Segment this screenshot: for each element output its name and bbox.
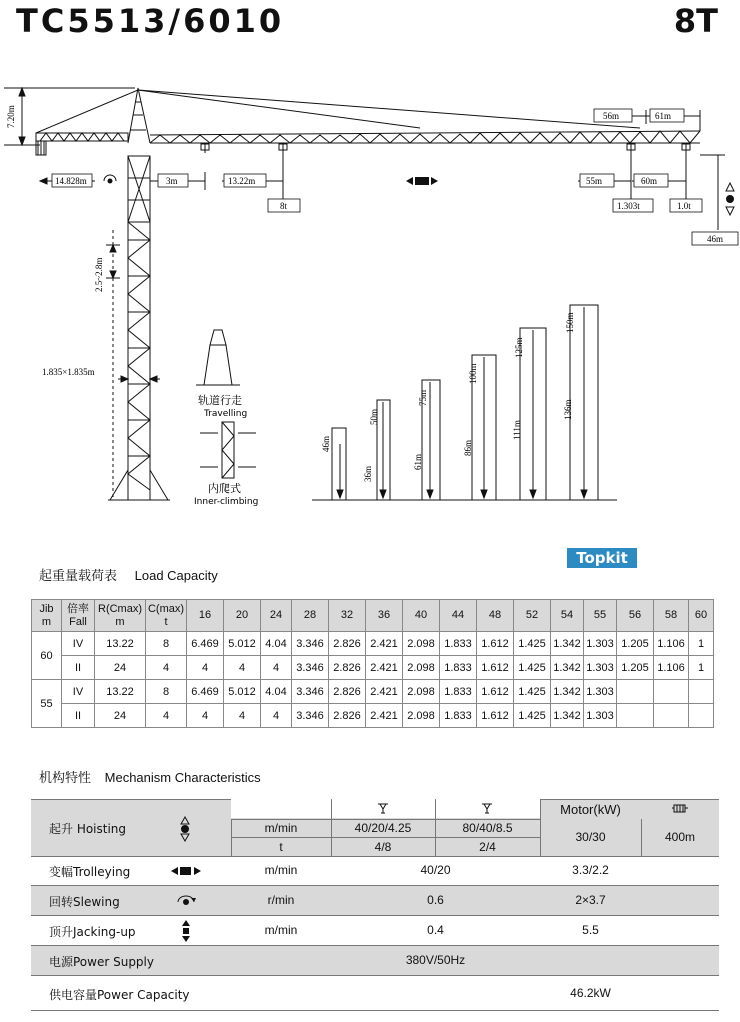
radius-20: 20 [224, 600, 261, 632]
power-capacity-label: 供电容量Power Capacity [49, 988, 190, 1002]
value-cell [689, 680, 714, 704]
jacking-label: 顶升Jacking-up [49, 925, 136, 939]
value-cell: 1.833 [440, 680, 477, 704]
jacking-motor: 5.5 [582, 923, 599, 937]
r55-label: 55m [586, 176, 603, 186]
travelling-cn-label: 轨道行走 [198, 394, 242, 407]
mechanism-title [39, 767, 261, 786]
hook-icon [376, 801, 390, 815]
value-cell: 6.469 [187, 680, 224, 704]
value-cell: 2.826 [329, 656, 366, 680]
h111-label: 111m [512, 420, 522, 440]
load-8t-label: 8t [280, 201, 288, 211]
value-cell [617, 680, 654, 704]
power-capacity-value: 46.2kW [570, 986, 611, 1000]
h36-label: 36m [363, 465, 373, 482]
fall-cell: II [62, 656, 95, 680]
hoisting-label: 起升 Hoisting [49, 822, 127, 836]
value-cell [617, 704, 654, 728]
value-cell: 2.421 [366, 680, 403, 704]
radius-32: 32 [329, 600, 366, 632]
value-cell: 1.106 [654, 632, 689, 656]
mechanism-title-cn: 机构特性 [39, 771, 92, 786]
value-cell: 3.346 [292, 680, 329, 704]
trolleying-motor: 3.3/2.2 [572, 863, 609, 877]
hook-icon [480, 801, 494, 815]
value-cell: 4 [261, 656, 292, 680]
cable-drum-icon [671, 803, 689, 815]
radius-40: 40 [403, 600, 440, 632]
radius-24: 24 [261, 600, 292, 632]
value-cell: 1.612 [477, 704, 514, 728]
value-cell: 1.425 [514, 680, 551, 704]
mechanism-title-en: Mechanism Characteristics [104, 770, 261, 785]
value-cell: 2.421 [366, 632, 403, 656]
c-header: C(max) t [146, 600, 187, 632]
value-cell: 1.205 [617, 656, 654, 680]
jacking-unit: m/min [264, 923, 298, 937]
radius-44: 44 [440, 600, 477, 632]
model-title: TC5513/6010 [16, 2, 285, 40]
value-cell: 2.826 [329, 632, 366, 656]
min-radius-label: 3m [166, 176, 178, 186]
capacity-title: 8T [673, 2, 718, 40]
trolley-icon [171, 866, 201, 876]
value-cell: 1.106 [654, 656, 689, 680]
value-cell: 1.425 [514, 704, 551, 728]
table-row [32, 680, 714, 704]
slewing-value: 0.6 [427, 893, 444, 907]
value-cell [689, 704, 714, 728]
topkit-logo: Topkit [567, 548, 637, 568]
power-capacity-row [31, 976, 719, 1011]
jacking-icon [181, 920, 191, 942]
value-cell: 1.303 [584, 656, 617, 680]
value-cell: 4 [224, 656, 261, 680]
h50-label: 50m [369, 408, 379, 425]
c-cell: 4 [146, 704, 187, 728]
h125-label: 125m [514, 337, 524, 358]
slewing-row [31, 886, 719, 916]
value-cell: 3.346 [292, 632, 329, 656]
load-capacity-title-cn: 起重量载荷表 [39, 569, 118, 584]
load-capacity-title-en: Load Capacity [134, 568, 218, 583]
load-10-label: 1.0t [677, 201, 691, 211]
value-cell: 4.04 [261, 680, 292, 704]
r56-label: 56m [603, 111, 620, 121]
table-row [32, 656, 714, 680]
value-cell: 4 [261, 704, 292, 728]
value-cell: 1 [689, 656, 714, 680]
jib-header: Jib m [32, 600, 62, 632]
h100-label: 100m [468, 363, 478, 384]
value-cell: 2.826 [329, 704, 366, 728]
hoisting-b-load: 2/4 [479, 840, 496, 854]
value-cell: 1.612 [477, 656, 514, 680]
radius-55: 55 [584, 600, 617, 632]
max-radius-label: 13.22m [228, 176, 256, 186]
h75-label: 75m [418, 389, 428, 406]
value-cell: 2.098 [403, 632, 440, 656]
motor-header: Motor(kW) [560, 802, 621, 817]
radius-28: 28 [292, 600, 329, 632]
value-cell [654, 680, 689, 704]
load-capacity-title [39, 565, 218, 584]
c-cell: 8 [146, 632, 187, 656]
value-cell [654, 704, 689, 728]
trolleying-label: 变幅Trolleying [49, 865, 131, 879]
c-cell: 4 [146, 656, 187, 680]
jib-60-cell: 60 [32, 632, 62, 680]
value-cell: 6.469 [187, 632, 224, 656]
travelling-en-label: Travelling [204, 409, 248, 419]
h61-label: 61m [413, 453, 423, 470]
fall-cell: IV [62, 632, 95, 656]
slewing-icon [104, 175, 116, 184]
hoist-arrow-icon [726, 183, 734, 215]
slewing-motor: 2×3.7 [575, 893, 606, 907]
load-1303-label: 1.303t [617, 201, 640, 211]
value-cell: 2.098 [403, 704, 440, 728]
trolleying-row [31, 856, 719, 886]
climb-step-label: 2.5~2.8m [94, 257, 104, 292]
height-label: 7.20m [6, 105, 16, 128]
jacking-row [31, 916, 719, 946]
r-header: R(Cmax) m [95, 600, 146, 632]
trolleying-unit: m/min [264, 863, 298, 877]
value-cell: 2.098 [403, 680, 440, 704]
power-supply-label: 电源Power Supply [49, 955, 154, 969]
value-cell: 1.342 [551, 704, 584, 728]
h86-label: 86m [463, 439, 473, 456]
fall-cell: IV [62, 680, 95, 704]
radius-54: 54 [551, 600, 584, 632]
hoisting-unit-load: t [279, 840, 283, 854]
slewing-icon [175, 893, 197, 909]
r60-label: 60m [641, 176, 658, 186]
value-cell: 2.421 [366, 704, 403, 728]
power-supply-value: 380V/50Hz [405, 953, 466, 967]
value-cell: 1.342 [551, 680, 584, 704]
value-cell: 1.612 [477, 632, 514, 656]
h136-label: 136m [563, 399, 573, 420]
table-header-row [32, 600, 714, 632]
value-cell: 5.012 [224, 632, 261, 656]
hoisting-a-speed: 40/20/4.25 [354, 821, 412, 835]
value-cell: 4 [187, 656, 224, 680]
value-cell: 5.012 [224, 680, 261, 704]
section-label: 1.835×1.835m [42, 367, 95, 377]
inner-en-label: Inner-climbing [194, 497, 259, 507]
value-cell: 1.833 [440, 704, 477, 728]
radius-16: 16 [187, 600, 224, 632]
value-cell: 4 [224, 704, 261, 728]
value-cell: 1.303 [584, 680, 617, 704]
value-cell: 1.303 [584, 632, 617, 656]
value-cell: 1.342 [551, 656, 584, 680]
value-cell: 1.425 [514, 656, 551, 680]
radius-36: 36 [366, 600, 403, 632]
trolley-arrow-icon [406, 177, 438, 185]
value-cell: 1.833 [440, 656, 477, 680]
hoisting-b-speed: 80/40/8.5 [462, 821, 513, 835]
value-cell: 2.826 [329, 680, 366, 704]
hoisting-rope: 400m [664, 830, 696, 844]
value-cell: 4 [187, 704, 224, 728]
h150-label: 150m [565, 312, 575, 333]
value-cell: 1 [689, 632, 714, 656]
r-cell: 24 [95, 656, 146, 680]
r-cell: 13.22 [95, 632, 146, 656]
value-cell: 1.205 [617, 632, 654, 656]
value-cell: 2.098 [403, 656, 440, 680]
r-cell: 24 [95, 704, 146, 728]
jacking-value: 0.4 [427, 923, 444, 937]
value-cell: 1.612 [477, 680, 514, 704]
load-capacity-table [31, 599, 714, 728]
value-cell: 1.342 [551, 632, 584, 656]
table-row [32, 632, 714, 656]
radius-58: 58 [654, 600, 689, 632]
free-height-label: 46m [707, 234, 724, 244]
counter-jib-label: 14.828m [55, 176, 87, 186]
c-cell: 8 [146, 680, 187, 704]
value-cell: 2.421 [366, 656, 403, 680]
h46-label: 46m [321, 435, 331, 452]
fall-header: 倍率 Fall [62, 600, 95, 632]
fall-cell: II [62, 704, 95, 728]
radius-56: 56 [617, 600, 654, 632]
value-cell: 3.346 [292, 704, 329, 728]
table-row [32, 704, 714, 728]
hoist-icon [179, 816, 191, 842]
value-cell: 4.04 [261, 632, 292, 656]
inner-cn-label: 内爬式 [208, 482, 241, 495]
slewing-unit: r/min [267, 893, 295, 907]
r-cell: 13.22 [95, 680, 146, 704]
hoisting-motor: 30/30 [575, 830, 606, 844]
trolleying-value: 40/20 [420, 863, 451, 877]
value-cell: 3.346 [292, 656, 329, 680]
radius-52: 52 [514, 600, 551, 632]
value-cell: 1.833 [440, 632, 477, 656]
hoisting-unit-speed: m/min [264, 821, 298, 835]
radius-60: 60 [689, 600, 714, 632]
jib-55-cell: 55 [32, 680, 62, 728]
r61-label: 61m [655, 111, 672, 121]
value-cell: 1.425 [514, 632, 551, 656]
radius-48: 48 [477, 600, 514, 632]
slewing-label: 回转Slewing [49, 895, 120, 909]
power-supply-row [31, 946, 719, 976]
hoisting-a-load: 4/8 [374, 840, 392, 854]
value-cell: 1.303 [584, 704, 617, 728]
